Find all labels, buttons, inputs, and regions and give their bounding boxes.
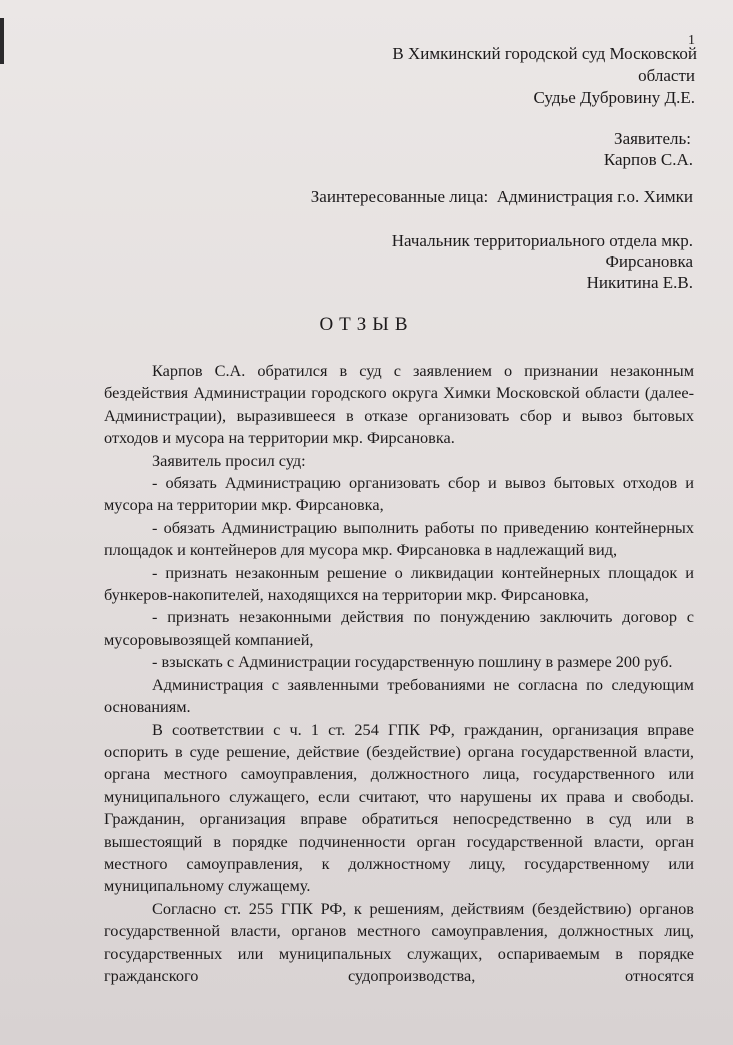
document-body bbox=[104, 360, 694, 987]
paragraph-disagreement: Администрация с заявленными требованиями не согласна по следующим основаниям. bbox=[104, 674, 694, 717]
official-name: Никитина Е.В. bbox=[586, 273, 693, 292]
applicant-name: Карпов С.А. bbox=[603, 150, 693, 169]
document-title: ОТЗЫВ bbox=[319, 314, 414, 335]
page-number: 1 bbox=[688, 33, 695, 48]
request-item-2: - обязать Администрацию выполнить работы по приведению контейнерных площадок и контейнеров для мусора мкр. Фирсановка в надлежащий вид, bbox=[104, 517, 694, 560]
official-line-1: Начальник территориального отдела мкр. bbox=[391, 231, 693, 250]
court-line-1: В Химкинский городской суд Московской bbox=[392, 44, 697, 63]
paragraph-article-255: Согласно ст. 255 ГПК РФ, к решениям, действиям (бездействию) органов государственной власти, органов местного самоуправления, должностных лиц, государственных или муниципальных служащих, оспариваемым в порядке гражданского судопроизводства, относятся bbox=[104, 898, 694, 985]
applicant-label: Заявитель: bbox=[614, 129, 691, 148]
court-line-2: области bbox=[638, 66, 695, 85]
request-item-4: - признать незаконными действия по понуждению заключить договор с мусоровывозящей компанией, bbox=[104, 607, 694, 649]
paragraph-requests-lead: Заявитель просил суд: bbox=[152, 450, 306, 470]
request-item-5: - взыскать с Администрации государственную пошлину в размере 200 руб. bbox=[152, 652, 673, 672]
judge-line: Судье Дубровину Д.Е. bbox=[533, 88, 695, 107]
interested-parties bbox=[311, 186, 693, 208]
official-line-2: Фирсановка bbox=[605, 252, 693, 271]
interested-org: Администрация г.о. Химки bbox=[496, 187, 693, 206]
binder-hole-mark bbox=[0, 18, 4, 64]
paragraph-article-254: В соответствии с ч. 1 ст. 254 ГПК РФ, гражданин, организация вправе оспорить в суде решение, действие (бездействие) органа государственной власти, органа местного самоуправления, должностного лица, государственного или муниципального служащего, если считают, что нарушены их права и свободы. Гражданин, организация вправе обратиться непосредственно в суд или в вышестоящий в порядке подчиненности орган государственной власти, орган местного самоуправления, к должностному лицу, государственному или муниципальному служащему. bbox=[104, 719, 694, 896]
interested-label: Заинтересованные лица: bbox=[310, 187, 489, 206]
paragraph-intro: Карпов С.А. обратился в суд с заявлением о признании незаконным бездействия Администрации городского округа Химки Московской области (далее- Администрации), выразившееся в отказе организовать сбор и вывоз бытовых отходов и мусора на территории мкр. Фирсановка. bbox=[104, 361, 694, 448]
request-item-3: - признать незаконным решение о ликвидации контейнерных площадок и бункеров-накопителей, находящихся на территории мкр. Фирсановка, bbox=[104, 562, 694, 605]
request-item-1: - обязать Администрацию организовать сбор и вывоз бытовых отходов и мусора на территории мкр. Фирсановка, bbox=[104, 473, 694, 515]
